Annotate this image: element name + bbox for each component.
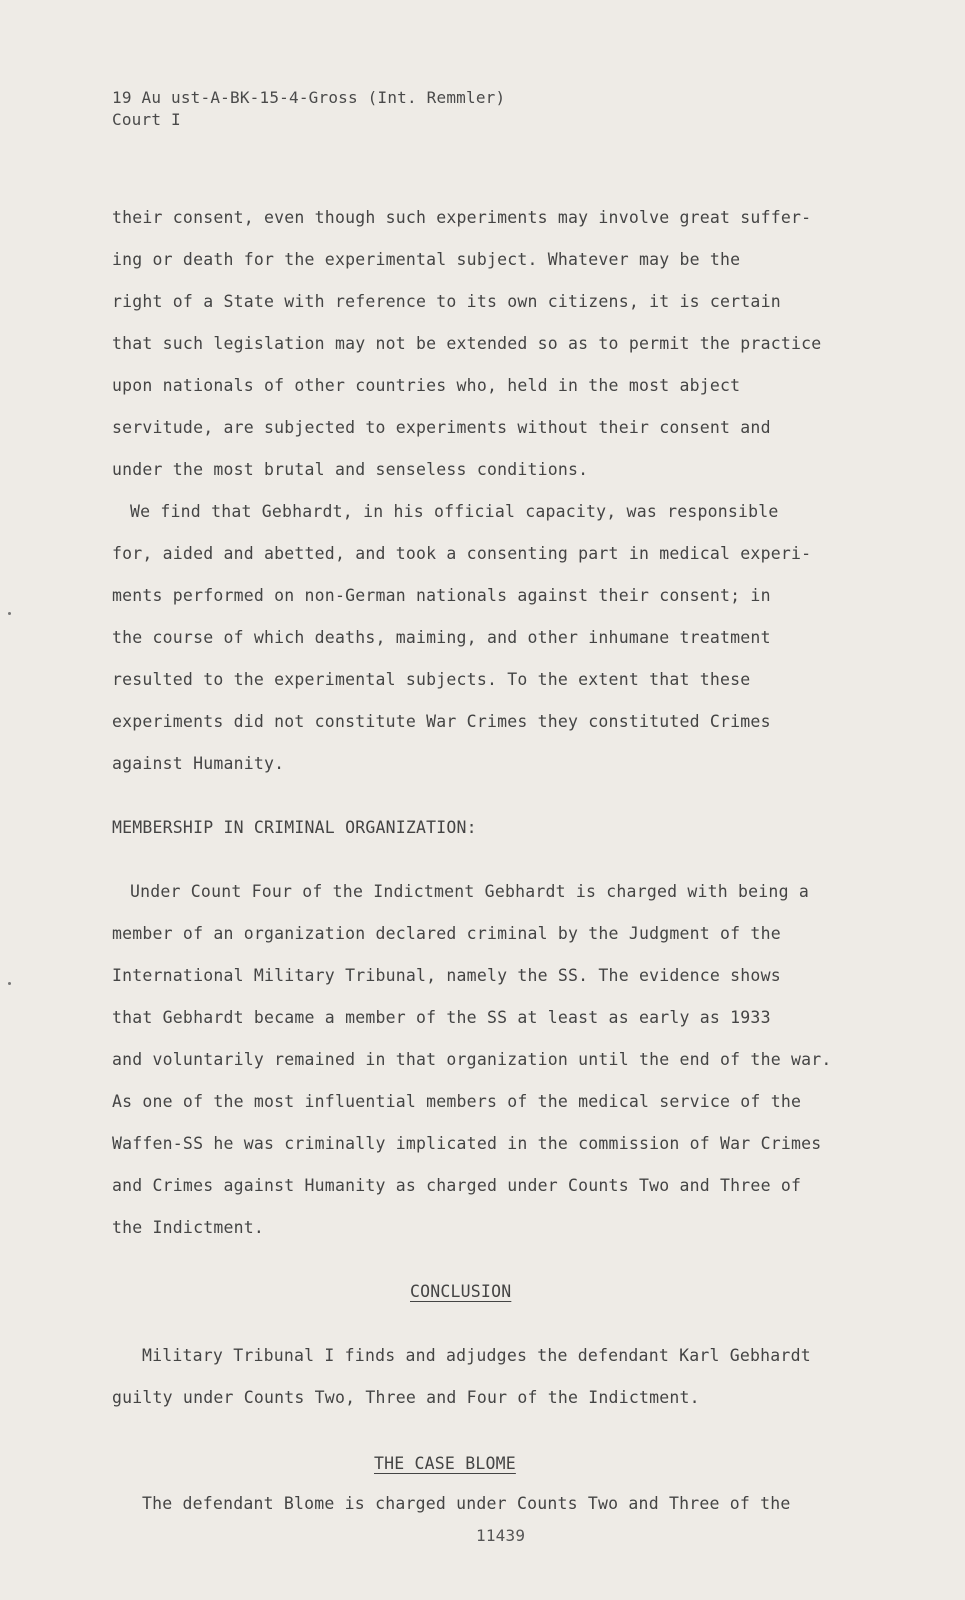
heading-case-blome: THE CASE BLOME xyxy=(374,1454,516,1473)
body-line: Waffen-SS he was criminally implicated in the commission of War Crimes xyxy=(112,1134,822,1153)
heading-conclusion: CONCLUSION xyxy=(410,1282,512,1301)
body-line: and Crimes against Humanity as charged under Counts Two and Three of xyxy=(112,1176,802,1195)
body-line: As one of the most influential members of the medical service of the xyxy=(112,1092,802,1111)
body-line: We find that Gebhardt, in his official capacity, was responsible xyxy=(130,502,779,521)
body-line: Military Tribunal I finds and adjudges the defendant Karl Gebhardt xyxy=(142,1346,811,1365)
body-line: that Gebhardt became a member of the SS at least as early as 1933 xyxy=(112,1008,771,1027)
page-number: 11439 xyxy=(476,1526,526,1545)
body-line: member of an organization declared criminal by the Judgment of the xyxy=(112,924,781,943)
body-line: that such legislation may not be extended so as to permit the practice xyxy=(112,334,822,353)
body-line: Under Count Four of the Indictment Gebhardt is charged with being a xyxy=(130,882,809,901)
heading-membership: MEMBERSHIP IN CRIMINAL ORGANIZATION: xyxy=(112,818,477,837)
body-line: The defendant Blome is charged under Counts Two and Three of the xyxy=(142,1494,791,1513)
body-line: the course of which deaths, maiming, and other inhumane treatment xyxy=(112,628,771,647)
body-line: and voluntarily remained in that organization until the end of the war. xyxy=(112,1050,832,1069)
body-line: their consent, even though such experiments may involve great suffer- xyxy=(112,208,812,227)
body-line: servitude, are subjected to experiments without their consent and xyxy=(112,418,771,437)
body-line: ing or death for the experimental subject. Whatever may be the xyxy=(112,250,741,269)
margin-speck xyxy=(8,612,11,615)
body-line: upon nationals of other countries who, held in the most abject xyxy=(112,376,741,395)
body-line: International Military Tribunal, namely the SS. The evidence shows xyxy=(112,966,781,985)
body-line: for, aided and abetted, and took a consenting part in medical experi- xyxy=(112,544,812,563)
body-line: experiments did not constitute War Crimes they constituted Crimes xyxy=(112,712,771,731)
body-line: right of a State with reference to its own citizens, it is certain xyxy=(112,292,781,311)
body-line: the Indictment. xyxy=(112,1218,265,1237)
header-line-1: 19 Au ust-A-BK-15-4-Gross (Int. Remmler) xyxy=(112,88,506,107)
body-line: against Humanity. xyxy=(112,754,285,773)
body-line: guilty under Counts Two, Three and Four of the Indictment. xyxy=(112,1388,700,1407)
header-line-2: Court I xyxy=(112,110,181,129)
body-line: resulted to the experimental subjects. To the extent that these xyxy=(112,670,751,689)
body-line: ments performed on non-German nationals against their consent; in xyxy=(112,586,771,605)
body-line: under the most brutal and senseless conditions. xyxy=(112,460,589,479)
margin-speck xyxy=(8,982,11,985)
